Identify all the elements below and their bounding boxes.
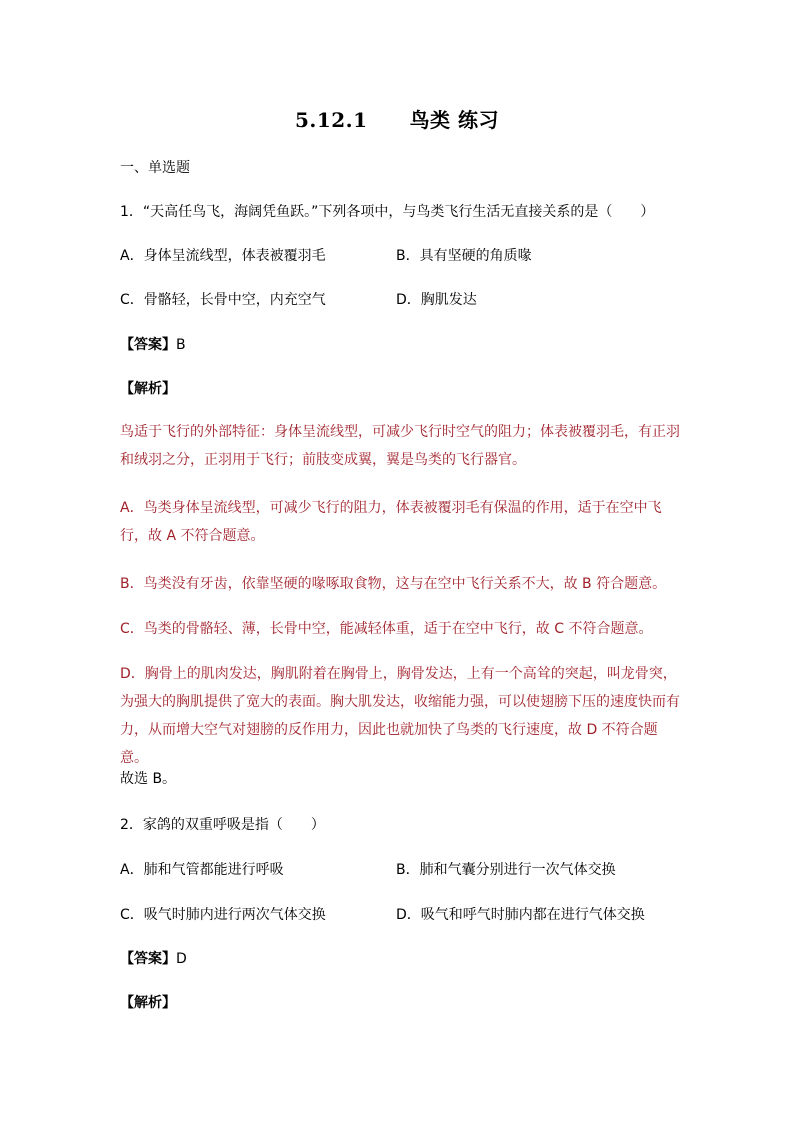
q2-option-d: D．吸气和呼气时肺内都在进行气体交换 bbox=[396, 907, 645, 923]
q2-stem: 2．家鸽的双重呼吸是指（ ） bbox=[120, 817, 325, 833]
q2-answer bbox=[120, 949, 187, 969]
q1-answer bbox=[120, 335, 186, 355]
answer-label: 【答案】 bbox=[120, 951, 176, 967]
title-text: 鸟类 练习 bbox=[409, 108, 500, 132]
q1-stem: 1．“天高任鸟飞，海阔凭鱼跃。”下列各项中，与鸟类飞行生活无直接关系的是（ ） bbox=[120, 204, 655, 220]
answer-value: B bbox=[176, 337, 186, 353]
answer-value: D bbox=[176, 951, 187, 967]
q1-analysis-b: B．鸟类没有牙齿，依靠坚硬的喙啄取食物，这与在空中飞行关系不大，故 B 符合题意。 bbox=[120, 576, 667, 592]
page-title bbox=[0, 104, 794, 133]
section-heading: 一、单选题 bbox=[120, 160, 190, 176]
q1-option-a: A．身体呈流线型，体表被覆羽毛 bbox=[120, 248, 326, 264]
q1-option-d: D．胸肌发达 bbox=[396, 292, 477, 308]
q1-analysis-a: A．鸟类身体呈流线型，可减少飞行的阻力，体表被覆羽毛有保温的作用，适于在空中飞行，故 A 不符合题意。 bbox=[120, 500, 662, 544]
q1-option-b: B．具有坚硬的角质喙 bbox=[396, 248, 532, 264]
q1-analysis-label: 【解析】 bbox=[120, 381, 176, 397]
q1-analysis-intro: 鸟适于飞行的外部特征：身体呈流线型，可减少飞行时空气的阻力；体表被覆羽毛，有正羽和绒羽之分，正羽用于飞行；前肢变成翼，翼是鸟类的飞行器官。 bbox=[120, 424, 680, 468]
answer-label: 【答案】 bbox=[120, 337, 176, 353]
q1-conclusion: 故选 B。 bbox=[120, 771, 177, 787]
q1-analysis-c: C．鸟类的骨骼轻、薄，长骨中空，能减轻体重，适于在空中飞行，故 C 不符合题意。 bbox=[120, 621, 653, 637]
q1-option-c: C．骨骼轻，长骨中空，内充空气 bbox=[120, 292, 326, 308]
q2-option-a: A．肺和气管都能进行呼吸 bbox=[120, 862, 284, 878]
q2-option-b: B．肺和气囊分别进行一次气体交换 bbox=[396, 862, 616, 878]
title-number: 5.12.1 bbox=[294, 108, 368, 132]
q1-analysis-d: D．胸骨上的肌肉发达，胸肌附着在胸骨上，胸骨发达，上有一个高耸的突起，叫龙骨突，为强大的胸肌提供了宽大的表面。胸大肌发达，收缩能力强，可以使翅膀下压的速度快而有力，从而增大空气对翅膀的反作用力，因此也就加快了鸟类的飞行速度，故 D 不符合题意。 bbox=[120, 666, 680, 766]
q2-option-c: C．吸气时肺内进行两次气体交换 bbox=[120, 907, 326, 923]
q2-analysis-label: 【解析】 bbox=[120, 995, 176, 1011]
